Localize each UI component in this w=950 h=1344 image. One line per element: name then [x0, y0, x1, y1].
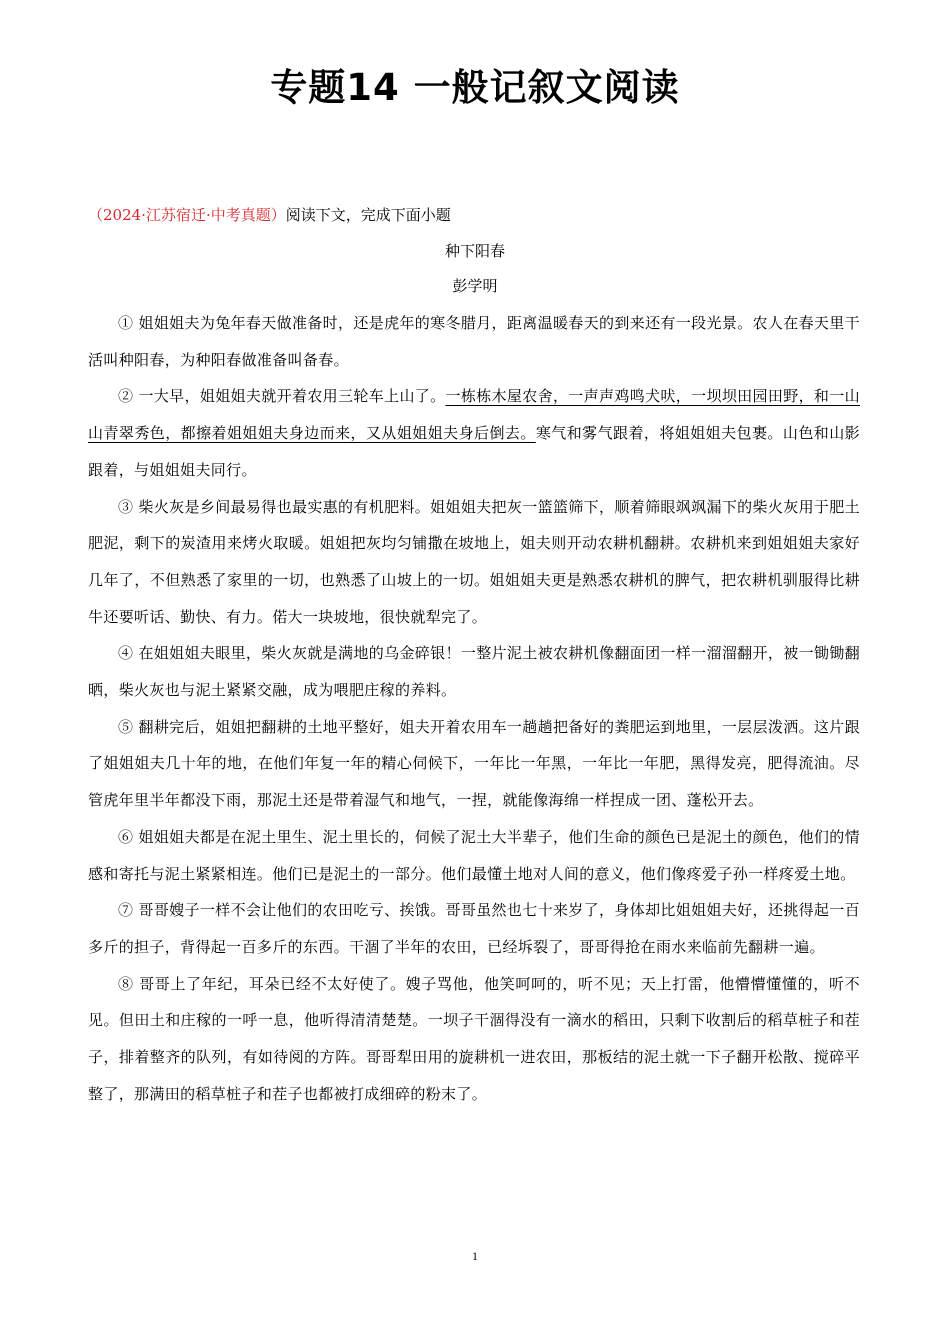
article-body [88, 305, 860, 1112]
page-title: 专题14 一般记叙文阅读 [270, 66, 680, 109]
question-prompt [88, 203, 451, 227]
paragraph-8: ⑧ 哥哥上了年纪，耳朵已经不太好使了。嫂子骂他，他笑呵呵的，听不见；天上打雷，他懵懵懂懂的，听不见。但田土和庄稼的一呼一息，他听得清清楚楚。一坝子干涸得没有一滴水的稻田，只剩下收割后的稻草桩子和茬子，排着整齐的队列，有如待阅的方阵。哥哥犁田用的旋耕机一进农田，那板结的泥土就一下子翻开松散、搅碎平整了，那满田的稻草桩子和茬子也都被打成细碎的粉末了。 [88, 974, 860, 1103]
paragraph-7: ⑦ 哥哥嫂子一样不会让他们的农田吃亏、挨饿。哥哥虽然也七十来岁了，身体却比姐姐姐夫好，还挑得起一百多斤的担子，背得起一百多斤的东西。干涸了半年的农田，已经坼裂了，哥哥得抢在雨水来临前先翻耕一遍。 [88, 901, 860, 956]
article-author: 彭学明 [452, 277, 498, 295]
paragraph-2-start: ② 一大早，姐姐姐夫就开着农用三轮车上山了。 [118, 387, 446, 406]
paragraph-3: ③ 柴火灰是乡间最易得也最实惠的有机肥料。姐姐姐夫把灰一篮篮筛下，顺着筛眼飒飒漏下的柴火灰用于肥土肥泥，剩下的炭渣用来烤火取暖。姐姐把灰均匀铺撒在坡地上，姐夫则开动农耕机翻耕。农耕机来到姐姐姐夫家好几年了，不但熟悉了家里的一切，也熟悉了山坡上的一切。姐姐姐夫更是熟悉农耕机的脾气，把农耕机驯服得比耕牛还要听话、勤快、有力。偌大一块坡地，很快就犁完了。 [88, 497, 860, 626]
paragraph-1: ① 姐姐姐夫为兔年春天做准备时，还是虎年的寒冬腊月，距离温暖春天的到来还有一段光景。农人在春天里干活叫种阳春，为种阳春做准备叫备春。 [88, 314, 860, 369]
paragraph-2 [88, 378, 860, 488]
paragraph-2-end: 寒气和雾气跟着，将姐姐姐夫包裹。山色和山影跟着，与姐姐姐夫同行。 [88, 424, 860, 479]
page-number: 1 [472, 1249, 478, 1263]
paragraph-6: ⑥ 姐姐姐夫都是在泥土里生、泥土里长的，伺候了泥土大半辈子，他们生命的颜色已是泥土的颜色，他们的情感和寄托与泥土紧紧相连。他们已是泥土的一部分。他们最懂土地对人间的意义，他们像疼爱子孙一样疼爱土地。 [88, 827, 860, 883]
paragraph-5: ⑤ 翻耕完后，姐姐把翻耕的土地平整好，姐夫开着农用车一趟趟把备好的粪肥运到地里，一层层泼洒。这片跟了姐姐姐夫几十年的地，在他们年复一年的精心伺候下，一年比一年黑，一年比一年肥，黑得发亮，肥得流油。尽管虎年里半年都没下雨，那泥土还是带着湿气和地气，一捏，就能像海绵一样捏成一团、蓬松开去。 [88, 717, 860, 810]
question-instruction: 阅读下文，完成下面小题 [285, 206, 451, 224]
question-source-tag: （2024·江苏宿迁·中考真题） [88, 206, 286, 224]
underlined-sentence: 一栋栋木屋农舍，一声声鸡鸣犬吠，一坝坝田园田野，和一山山青翠秀色，都擦着姐姐姐夫身边而来，又从姐姐姐夫身后倒去。 [88, 387, 860, 443]
paragraph-4: ④ 在姐姐姐夫眼里，柴火灰就是满地的乌金碎银！一整片泥土被农耕机像翻面团一样一溜溜翻开，被一锄锄翻晒，柴火灰也与泥土紧紧交融，成为喂肥庄稼的养料。 [88, 644, 860, 700]
article-title: 种下阳春 [444, 242, 505, 260]
